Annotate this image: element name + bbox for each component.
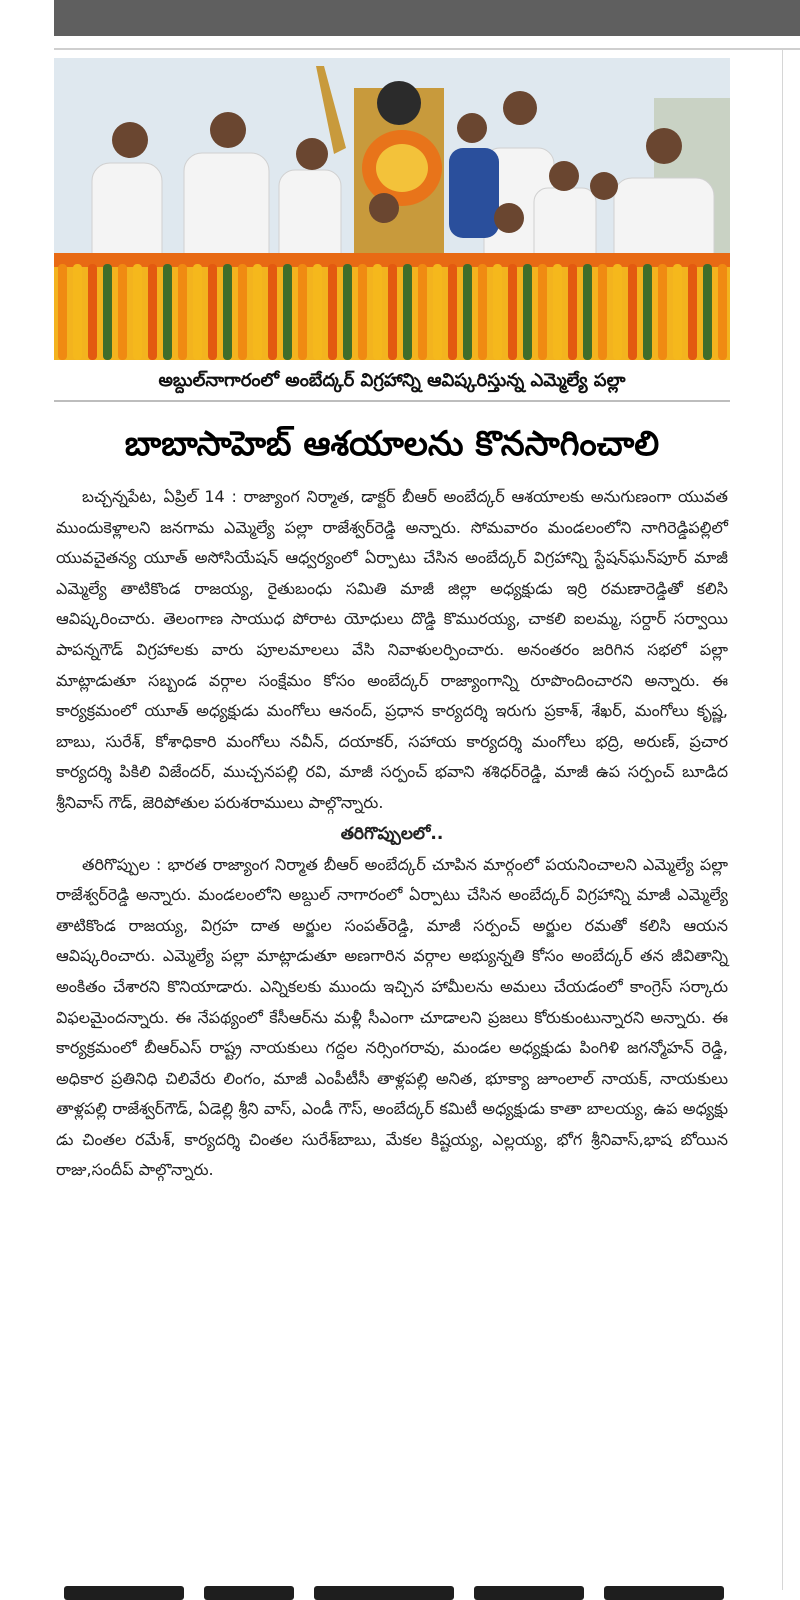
garland-strand [448, 264, 457, 360]
garland-strand [373, 264, 382, 360]
garland-strand [208, 264, 217, 360]
garland-strand [418, 264, 427, 360]
article-paragraph: బచ్చన్నపేట, ఏప్రిల్ 14 : రాజ్యాంగ నిర్మాత, డాక్టర్ బీఆర్ అంబేద్కర్ ఆశయాలకు అనుగుణంగా యువత ముందుకెళ్లాలని జనగామ ఎమ్మెల్యే పల్లా రాజేశ్వర్‌రెడ్డి అన్నారు. సోమవారం మండలంలోని నాగిరెడ్డిపల్లిలో యువచైతన్య యూత్ అసోసియేషన్ ఆధ్వర్యంలో ఏర్పాటు చేసిన అంబేద్కర్ విగ్రహాన్ని స్టేషన్‌ఘన్‌పూర్ మాజీ ఎమ్మెల్యే తాటికొండ రాజయ్య, రైతుబంధు సమితి మాజీ జిల్లా అధ్యక్షుడు ఇర్రి రమణారెడ్డితో కలిసి ఆవిష్కరించారు. తెలంగాణ సాయుధ పోరాట యోధులు దొడ్డి కొమురయ్య, చాకలి ఐలమ్మ, సర్దార్ సర్వాయి పాపన్నగౌడ్ విగ్రహాలకు వారు పూలమాలలు వేసి నివాళులర్పించారు. అనంతరం జరిగిన సభలో పల్లా మాట్లాడుతూ సబ్బండ వర్గాల సంక్షేమం కోసం అంబేద్కర్ రాజ్యాంగాన్ని రూపొందించారని అన్నారు. ఈ కార్యక్రమంలో యూత్ అధ్యక్షుడు మంగోలు ఆనంద్, ప్రధాన కార్యదర్శి ఇరుగు ప్రకాశ్, శేఖర్, మంగోలు కృష్ణ, బాబు, సురేశ్, కోశాధికారి మంగోలు నవీన్, దయాకర్, సహాయ కార్యదర్శి మంగోలు భద్రి, అరుణ్, ప్రచార కార్యదర్శి పికిలి విజేందర్, ముచ్చనపల్లి రవి, మాజీ సర్పంచ్ భవాని శశిధర్‌రెడ్డి, మాజీ ఉప సర్పంచ్ బూడిద శ్రీనివాస్ గౌడ్, జెరిపోతుల పరుశరాములు పాల్గొన్నారు. [56, 487, 728, 812]
garland-strand [358, 264, 367, 360]
garland-strand [613, 264, 622, 360]
garland-strand [163, 264, 172, 360]
next-headline-cutoff [54, 1580, 730, 1600]
article-paragraph: తరిగొప్పుల : భారత రాజ్యాంగ నిర్మాత బీఆర్ అంబేద్కర్ చూపిన మార్గంలో పయనించాలని ఎమ్మెల్యే పల్లా రాజేశ్వర్‌రెడ్డి అన్నారు. మండలంలోని అబ్దుల్ నాగారంలో ఏర్పాటు చేసిన అంబేద్కర్ విగ్రహాన్ని మాజీ ఎమ్మెల్యే తాటికొండ రాజయ్య, విగ్రహ దాత అర్జుల సంపత్‌రెడ్డి, మాజీ సర్పంచ్ అర్జుల రమతో కలిసి ఆయన ఆవిష్కరించారు. ఎమ్మెల్యే పల్లా మాట్లాడుతూ అణగారిన వర్గాల అభ్యున్నతి కోసం అంబేద్కర్ తన జీవితాన్ని అంకితం చేశారని కొనియాడారు. ఎన్నికలకు ముందు ఇచ్చిన హామీలను అమలు చేయడంలో కాంగ్రెస్ సర్కారు విఫలమైందన్నారు. ఈ నేపథ్యంలో కేసీఆర్‌ను మళ్లీ సీఎంగా చూడాలని ప్రజలు కోరుకుంటున్నారని అన్నారు. ఈ కార్యక్రమంలో బీఆర్‌ఎస్ రాష్ట్ర నాయకులు గద్దల నర్సింగరావు, మండల అధ్యక్షుడు పింగిళి జగన్మోహన్ రెడ్డి, అధికార ప్రతినిధి చిలివేరు లింగం, మాజీ ఎంపీటీసీ తాళ్లపల్లి అనిత, భూక్యా జూంలాల్ నాయక్, నాయకులు తాళ్లపల్లి రాజేశ్వర్‌గౌడ్, ఏడెల్లి శ్రీని వాస్, ఎండీ గౌస్, అంబేద్కర్ కమిటీ అధ్యక్షుడు కాతా బాలయ్య, ఉప అధ్యక్షు డు చింతల రమేశ్, కార్యదర్శి చింతల సురేశ్‌బాబు, మేకల కిష్టయ్య, ఎల్లయ్య, భోగ శ్రీనివాస్,భాష బోయిన రాజు,సందీప్ పాల్గొన్నారు. [56, 854, 728, 1180]
garland-strand [223, 264, 232, 360]
garland-strand [478, 264, 487, 360]
article-subheading: తరిగొప్పులలో.. [340, 823, 444, 844]
garland-strand [703, 264, 712, 360]
garland-strand [118, 264, 127, 360]
garland-strand [253, 264, 262, 360]
column-divider [782, 50, 783, 1590]
garland-strand [688, 264, 697, 360]
garland-strand [388, 264, 397, 360]
garland-strand [283, 264, 292, 360]
article-body [56, 482, 728, 1186]
garland-strand [73, 264, 82, 360]
caption-divider [54, 400, 730, 402]
garland-strand [718, 264, 727, 360]
garland-strand [268, 264, 277, 360]
garland-strand [523, 264, 532, 360]
garland-strand [58, 264, 67, 360]
garland-strand [403, 264, 412, 360]
garland-strand [598, 264, 607, 360]
garland-strand [658, 264, 667, 360]
garland-strand [193, 264, 202, 360]
garland-strand [508, 264, 517, 360]
garland-strand [88, 264, 97, 360]
photo-icon [54, 58, 730, 360]
garland-strand [148, 264, 157, 360]
garland-strand [673, 264, 682, 360]
page-header-band [54, 0, 800, 36]
garland-strand [583, 264, 592, 360]
news-photo [54, 58, 730, 360]
garland-strand [328, 264, 337, 360]
garland-strand [643, 264, 652, 360]
garland-strand [628, 264, 637, 360]
garland-strand [553, 264, 562, 360]
article-headline: బాబాసాహెబ్ ఆశయాలను కొనసాగించాలి [124, 424, 660, 464]
photo-caption: అబ్దుల్‌నాగారంలో అంబేద్కర్ విగ్రహాన్ని ఆవిష్కరిస్తున్న ఎమ్మెల్యే పల్లా [158, 370, 626, 391]
header-divider [54, 48, 800, 50]
garland-strand [493, 264, 502, 360]
garland-strand [133, 264, 142, 360]
garland-strand [568, 264, 577, 360]
garland-strand [298, 264, 307, 360]
garland-strand [178, 264, 187, 360]
garland-strand [538, 264, 547, 360]
garland-strand [463, 264, 472, 360]
garland-strand [343, 264, 352, 360]
garland-strand [433, 264, 442, 360]
garland-strand [238, 264, 247, 360]
garland-strand [103, 264, 112, 360]
garland-strand [313, 264, 322, 360]
